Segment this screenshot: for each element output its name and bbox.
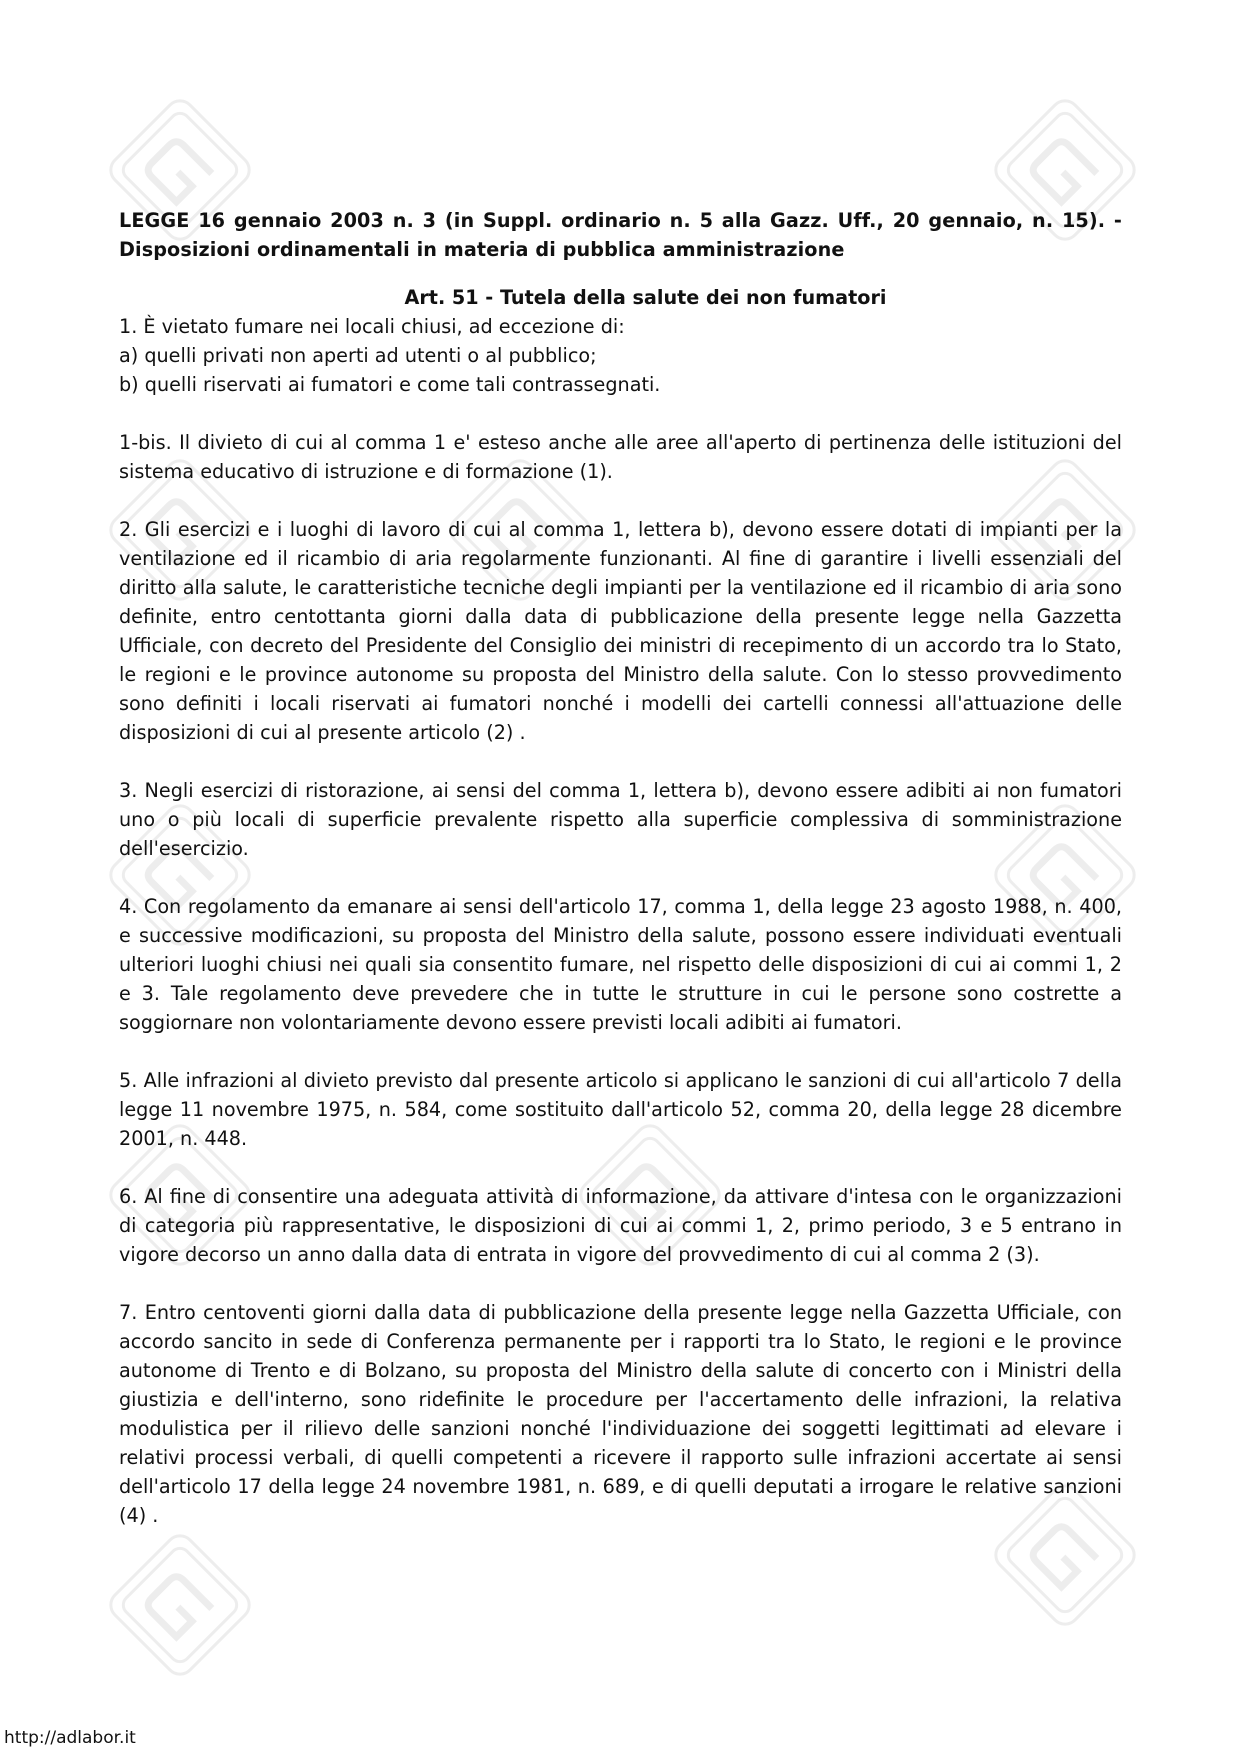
law-title: LEGGE 16 gennaio 2003 n. 3 (in Suppl. ordinario n. 5 alla Gazz. Uff., 20 gennaio, n. 15). - Disposizioni ordinamentali in materia di pubblica amministrazione xyxy=(119,209,1122,261)
paragraph-4: 4. Con regolamento da emanare ai sensi dell'articolo 17, comma 1, della legge 23 agosto 1988, n. 400, e successive modificazioni, su proposta del Ministro della salute, possono essere individuati eventuali ulteriori luoghi chiusi nei quali sia consentito fumare, nel rispetto delle disposizioni di cui ai commi 1, 2 e 3. Tale regolamento deve prevedere che in tutte le strutture in cui le persone sono costrette a soggiornare non volontariamente devono essere previsti locali adibiti ai fumatori. xyxy=(119,895,1122,1034)
paragraph-5: 5. Alle infrazioni al divieto previsto dal presente articolo si applicano le sanzioni di cui all'articolo 7 della legge 11 novembre 1975, n. 584, come sostituito dall'articolo 52, comma 20, della legge 28 dicembre 2001, n. 448. xyxy=(119,1069,1122,1150)
comma-1-item-a: a) quelli privati non aperti ad utenti o al pubblico; xyxy=(119,344,597,367)
article-heading: Art. 51 - Tutela della salute dei non fumatori xyxy=(404,286,887,309)
comma-1-block xyxy=(119,312,1122,399)
paragraph-1-bis: 1-bis. Il divieto di cui al comma 1 e' esteso anche alle aree all'aperto di pertinenza delle istituzioni del sistema educativo di istruzione e di formazione (1). xyxy=(119,431,1122,483)
comma-1-line: 1. È vietato fumare nei locali chiusi, ad eccezione di: xyxy=(119,315,625,338)
paragraph-3: 3. Negli esercizi di ristorazione, ai sensi del comma 1, lettera b), devono essere adibiti ai non fumatori uno o più locali di superficie prevalente rispetto alla superficie complessiva di somministrazione dell'esercizio. xyxy=(119,779,1122,860)
paragraph-6: 6. Al fine di consentire una adeguata attività di informazione, da attivare d'intesa con le organizzazioni di categoria più rappresentative, le disposizioni di cui ai commi 1, 2, primo periodo, 3 e 5 entrano in vigore decorso un anno dalla data di entrata in vigore del provvedimento di cui al comma 2 (3). xyxy=(119,1185,1122,1266)
comma-1-item-b: b) quelli riservati ai fumatori e come tali contrassegnati. xyxy=(119,373,661,396)
paragraph-2: 2. Gli esercizi e i luoghi di lavoro di cui al comma 1, lettera b), devono essere dotati di impianti per la ventilazione ed il ricambio di aria regolarmente funzionanti. Al fine di garantire i livelli essenziali del diritto alla salute, le caratteristiche tecniche degli impianti per la ventilazione ed il ricambio di aria sono definite, entro centottanta giorni dalla data di pubblicazione della presente legge nella Gazzetta Ufficiale, con decreto del Presidente del Consiglio dei ministri di recepimento di un accordo tra lo Stato, le regioni e le province autonome su proposta del Ministro della salute. Con lo stesso provvedimento sono definiti i locali riservati ai fumatori nonché i modelli dei cartelli connessi all'attuazione delle disposizioni di cui al presente articolo (2) . xyxy=(119,518,1122,744)
paragraph-7: 7. Entro centoventi giorni dalla data di pubblicazione della presente legge nella Gazzetta Ufficiale, con accordo sancito in sede di Conferenza permanente per i rapporti tra lo Stato, le regioni e le province autonome di Trento e di Bolzano, su proposta del Ministro della salute di concerto con i Ministri della giustizia e dell'interno, sono ridefinite le procedure per l'accertamento delle infrazioni, la relativa modulistica per il rilievo delle sanzioni nonché l'individuazione dei soggetti legittimati ad elevare i relativi processi verbali, di quelli competenti a ricevere il rapporto sulle infrazioni accertate ai sensi dell'articolo 17 della legge 24 novembre 1981, n. 689, e di quelli deputati a irrogare le relative sanzioni (4) . xyxy=(119,1301,1122,1527)
document-page xyxy=(119,206,1122,1559)
footer-url: http://adlabor.it xyxy=(4,1728,136,1748)
